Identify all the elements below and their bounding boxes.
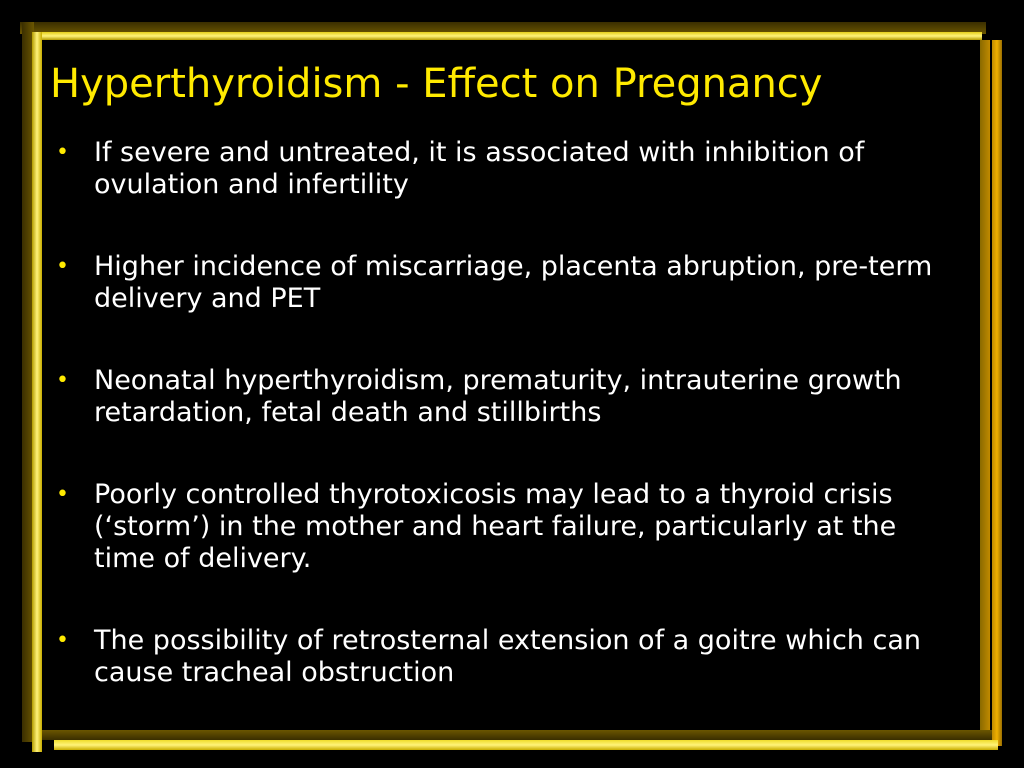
bullet-text: The possibility of retrosternal extension of a goitre which can cause tracheal obstruction (94, 625, 921, 688)
bullet-icon: • (56, 482, 69, 507)
border-left (32, 32, 42, 752)
border-top (32, 32, 982, 40)
bullet-item (56, 625, 956, 689)
bullet-item (56, 479, 956, 575)
bullet-item (56, 137, 956, 201)
bullet-item (56, 365, 956, 429)
bullet-icon: • (56, 368, 69, 393)
slide-title: Hyperthyroidism - Effect on Pregnancy (50, 61, 823, 107)
border-bottom-shadow (42, 730, 994, 740)
bullet-icon: • (56, 140, 69, 165)
bullet-item (56, 251, 956, 315)
bullet-icon: • (56, 254, 69, 279)
bullet-text: Poorly controlled thyrotoxicosis may lead to a thyroid crisis (‘storm’) in the mother and heart failure, particularly at the time of delivery. (94, 479, 897, 574)
bullet-text: Higher incidence of miscarriage, placenta abruption, pre-term delivery and PET (94, 251, 933, 314)
border-right-shadow (980, 40, 990, 740)
bullet-icon: • (56, 628, 69, 653)
bullet-text: Neonatal hyperthyroidism, prematurity, intrauterine growth retardation, fetal death and stillbirths (94, 365, 902, 428)
border-bottom (54, 740, 998, 750)
bullet-text: If severe and untreated, it is associated with inhibition of ovulation and infertility (94, 137, 865, 200)
bullet-list (56, 137, 956, 689)
border-right (992, 40, 1002, 746)
